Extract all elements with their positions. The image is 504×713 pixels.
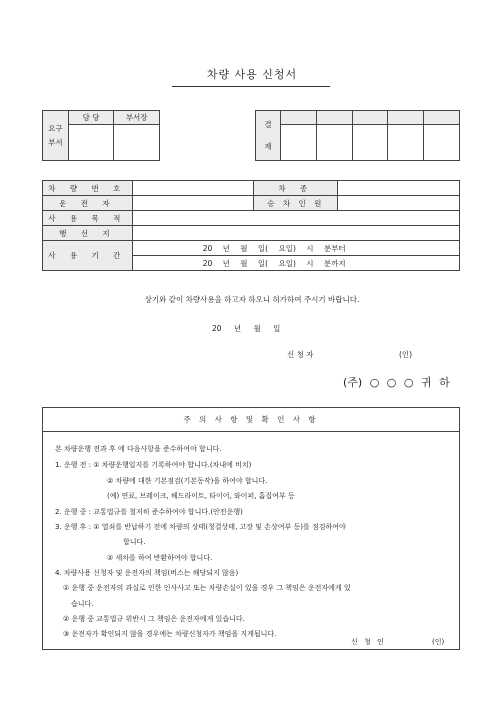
request-dept-sign-head[interactable]	[114, 125, 160, 161]
purpose-field[interactable]	[132, 211, 459, 226]
approval-head-2	[316, 111, 352, 125]
vehicle-no-label: 차 량 번 호	[43, 181, 133, 196]
title-underline	[172, 86, 330, 87]
notice-line-resp-2: ② 운행 중 교통법규 위반시 그 책임은 운전자에게 있습니다.	[63, 615, 245, 623]
notice-header: 주 의 사 항 및 확 인 사 항	[43, 408, 459, 432]
notice-line-after-1-cont: 합니다.	[123, 538, 146, 546]
notice-line-resp-3: ③ 운전자가 확인되지 않을 경우에는 차량신청자가 책임을 지게됩니다.	[63, 630, 277, 638]
request-dept-sign-manager[interactable]	[68, 125, 114, 161]
destination-field[interactable]	[132, 226, 459, 241]
vehicle-no-field[interactable]	[132, 181, 254, 196]
notice-line-resp-1-cont: 습니다.	[71, 600, 94, 608]
notice-line-before-2: ② 차량에 대한 기본점검(기본동작)을 하여야 합니다.	[107, 477, 268, 485]
approval-label-bottom: 재	[264, 141, 272, 151]
notice-line-during: 2. 운행 중 : 교통법규를 철저히 준수하여야 합니다.(안전운행)	[55, 508, 243, 516]
vehicle-type-field[interactable]	[338, 181, 460, 196]
request-dept-col-manager: 담 당	[68, 111, 114, 125]
notice-line-responsibility: 4. 차량사용 신청자 및 운전자의 책임(버스는 해당되지 않음)	[55, 569, 239, 577]
passengers-field[interactable]	[338, 196, 460, 211]
form-title: 차량 사용 신청서	[206, 68, 298, 81]
approval-sign-5[interactable]	[424, 125, 460, 161]
notice-line-before-example: (예) 연료, 브레이크, 헤드라이트, 타이어, 와이퍼, 흡집여부 등	[107, 492, 295, 500]
request-dept-label: 요구 부서	[43, 111, 69, 161]
request-text: 상기와 같이 차량사용을 하고자 하오니 허가하여 주시기 바랍니다.	[144, 295, 360, 304]
applicant-label: 신 청 자	[287, 350, 314, 359]
approval-label	[256, 111, 281, 161]
approval-head-1	[281, 111, 317, 125]
approval-sign-3[interactable]	[352, 125, 388, 161]
approval-sign-2[interactable]	[316, 125, 352, 161]
notice-signer-label: 신 청 인	[351, 638, 386, 646]
period-label: 사 용 기 간	[43, 241, 133, 271]
destination-label: 행 선 지	[43, 226, 133, 241]
approval-sign-4[interactable]	[388, 125, 424, 161]
driver-field[interactable]	[132, 196, 254, 211]
passengers-label: 승 차 인 원	[254, 196, 338, 211]
vehicle-type-label: 차 종	[254, 181, 338, 196]
notice-box	[42, 407, 460, 650]
date-line[interactable]: 20 년 월 일	[212, 324, 281, 333]
request-dept-col-head: 부서장	[114, 111, 160, 125]
notice-line-after-1: 3. 운행 후 : ① 열쇠를 반납하기 전에 차량의 상태(청결상태, 고장 및 손상여부 등)를 점검하여야	[55, 523, 346, 531]
approval-head-4	[388, 111, 424, 125]
notice-line-intro: 본 차량운행 전과 후 에 다음사항을 준수하여야 합니다.	[55, 445, 222, 453]
vehicle-form-table	[42, 180, 460, 271]
approval-label-top: 결	[264, 119, 272, 129]
applicant-seal: (인)	[399, 350, 413, 359]
notice-signer-seal: (인)	[432, 638, 445, 646]
period-end-field[interactable]: 20 년 월 일( 요일) 시 분까지	[132, 256, 459, 271]
notice-line-after-2: ② 세차를 하여 반환하여야 합니다.	[107, 554, 213, 562]
request-dept-table	[42, 110, 160, 161]
addressee: (주) ○ ○ ○ 귀 하	[343, 376, 450, 389]
purpose-label: 사 용 목 적	[43, 211, 133, 226]
notice-line-before-1: 1. 운행 전 : ① 차량운행일지를 기록하여야 합니다.(차내에 비치)	[55, 461, 252, 469]
approval-table	[255, 110, 460, 161]
period-start-field[interactable]: 20 년 월 일( 요일) 시 분부터	[132, 241, 459, 256]
approval-sign-1[interactable]	[281, 125, 317, 161]
driver-label: 운 전 자	[43, 196, 133, 211]
approval-head-5	[424, 111, 460, 125]
approval-head-3	[352, 111, 388, 125]
notice-line-resp-1: ① 운행 중 운전자의 과실로 인한 인사사고 또는 차량손실이 있을 경우 그 책임은 운전자에게 있	[63, 584, 351, 592]
